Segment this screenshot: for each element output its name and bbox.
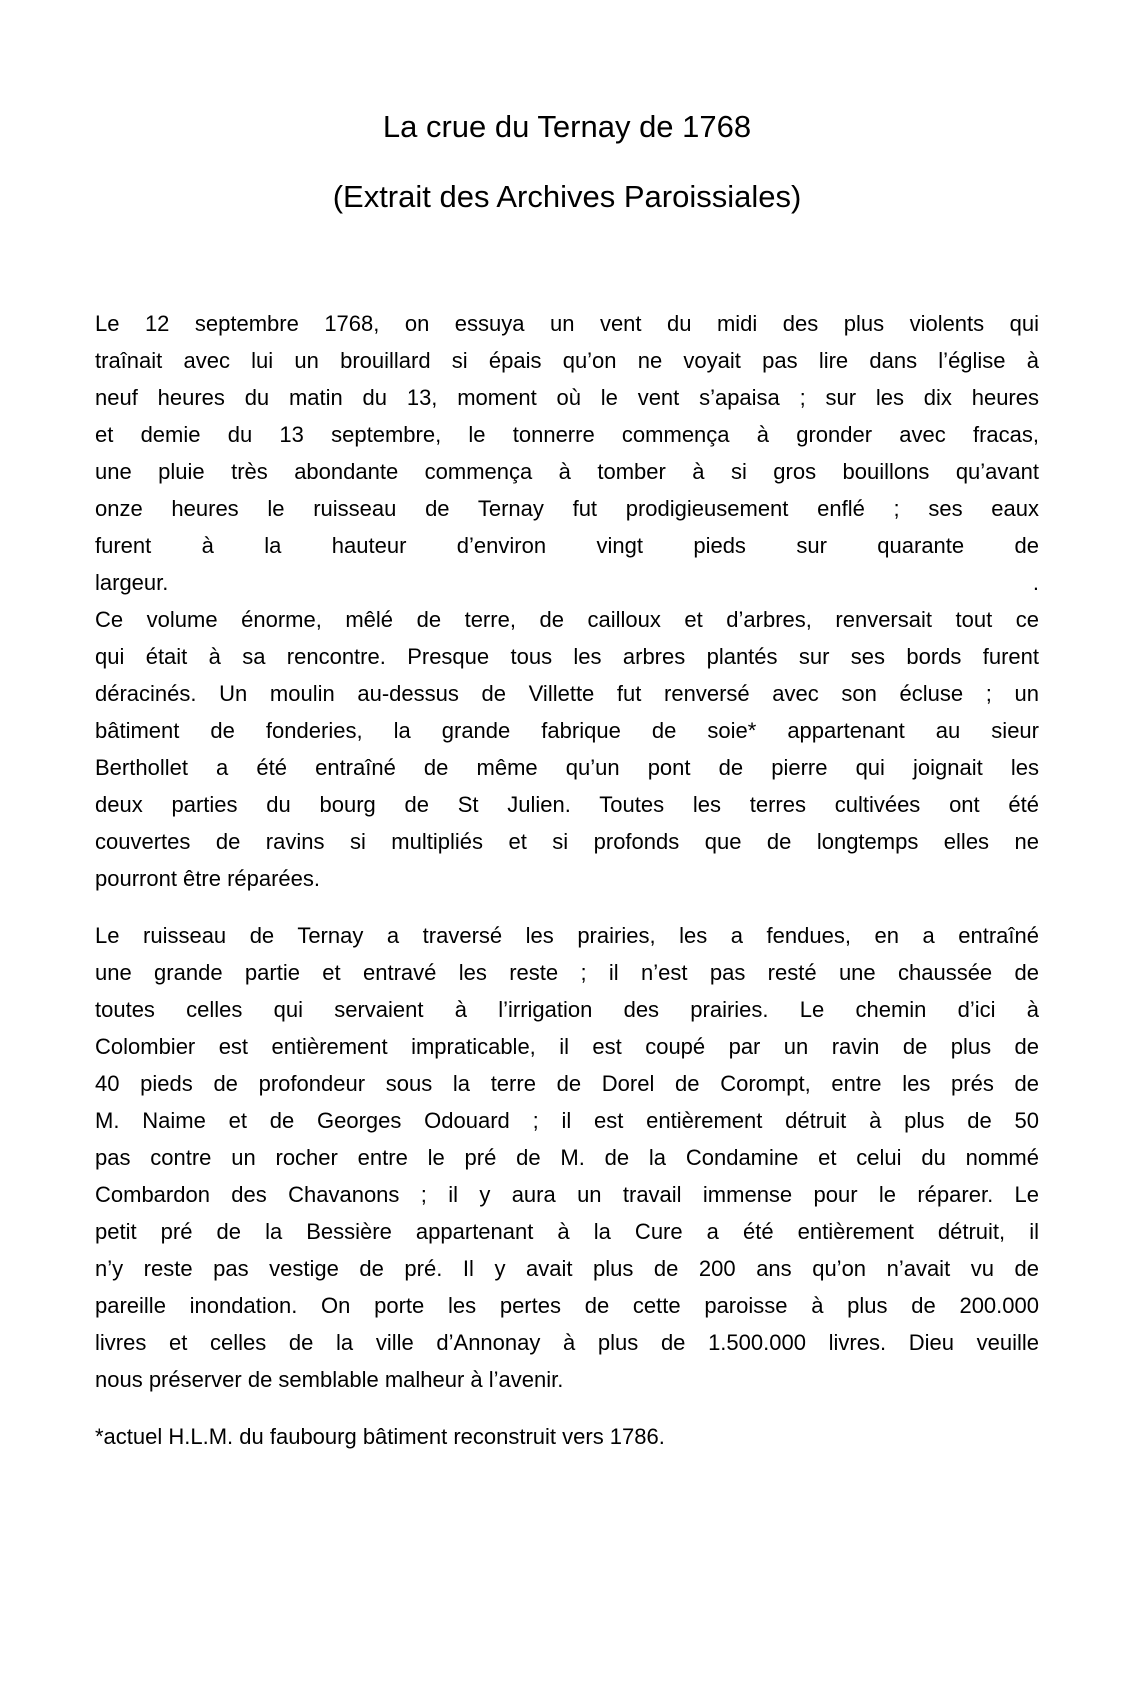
text-line: une pluie très abondante commença à tomber à si gros bouillons qu’avant (95, 459, 1039, 484)
text-line: neuf heures du matin du 13, moment où le vent s’apaisa ; sur les dix heures (95, 385, 1039, 410)
text-line: Berthollet a été entraîné de même qu’un pont de pierre qui joignait les (95, 755, 1039, 780)
paragraph-1 (95, 305, 1039, 601)
text-line: couvertes de ravins si multipliés et si profonds que de longtemps elles ne (95, 829, 1039, 854)
paragraph-3 (95, 917, 1039, 1398)
text-line: qui était à sa rencontre. Presque tous les arbres plantés sur ses bords furent (95, 644, 1039, 669)
text-line: n’y reste pas vestige de pré. Il y avait plus de 200 ans qu’on n’avait vu de (95, 1256, 1039, 1281)
text-line: onze heures le ruisseau de Ternay fut prodigieusement enflé ; ses eaux (95, 496, 1039, 521)
text-line: deux parties du bourg de St Julien. Toutes les terres cultivées ont été (95, 792, 1039, 817)
text-line: pourront être réparées. (95, 866, 321, 891)
text-line: M. Naime et de Georges Odouard ; il est entièrement détruit à plus de 50 (95, 1108, 1039, 1133)
text-line: furent à la hauteur d’environ vingt pieds sur quarante de (95, 533, 1039, 558)
text-line: *actuel H.L.M. du faubourg bâtiment reconstruit vers 1786. (95, 1424, 665, 1449)
text-line: et demie du 13 septembre, le tonnerre commença à gronder avec fracas, (95, 422, 1039, 447)
document-title: La crue du Ternay de 1768 (382, 109, 752, 144)
text-line: Le 12 septembre 1768, on essuya un vent du midi des plus violents qui (95, 311, 1039, 336)
text-line: pareille inondation. On porte les pertes de cette paroisse à plus de 200.000 (95, 1293, 1039, 1318)
text-line-left: largeur. (95, 570, 169, 595)
footnote (95, 1418, 1039, 1455)
text-line: une grande partie et entravé les reste ; il n’est pas resté une chaussée de (95, 960, 1039, 985)
text-line: toutes celles qui servaient à l’irrigation des prairies. Le chemin d’ici à (95, 997, 1039, 1022)
text-line: Ce volume énorme, mêlé de terre, de cailloux et d’arbres, renversait tout ce (95, 607, 1039, 632)
text-line: Combardon des Chavanons ; il y aura un travail immense pour le réparer. Le (95, 1182, 1039, 1207)
text-line: petit pré de la Bessière appartenant à la Cure a été entièrement détruit, il (95, 1219, 1039, 1244)
text-line: déracinés. Un moulin au-dessus de Villette fut renversé avec son écluse ; un (95, 681, 1039, 706)
text-line: pas contre un rocher entre le pré de M. de la Condamine et celui du nommé (95, 1145, 1039, 1170)
document-page (0, 104, 1134, 1455)
text-line: nous préserver de semblable malheur à l’avenir. (95, 1367, 564, 1392)
stray-period: . (1032, 570, 1039, 595)
text-line (95, 564, 1039, 601)
document-subtitle: (Extrait des Archives Paroissiales) (332, 179, 802, 214)
text-line: livres et celles de la ville d’Annonay à plus de 1.500.000 livres. Dieu veuille (95, 1330, 1039, 1355)
text-line: Le ruisseau de Ternay a traversé les prairies, les a fendues, en a entraîné (95, 923, 1039, 948)
text-line: 40 pieds de profondeur sous la terre de Dorel de Corompt, entre les prés de (95, 1071, 1039, 1096)
paragraph-2 (95, 601, 1039, 897)
text-line: traînait avec lui un brouillard si épais qu’on ne voyait pas lire dans l’église à (95, 348, 1039, 373)
body-paragraphs (95, 305, 1039, 1455)
text-line: bâtiment de fonderies, la grande fabrique de soie* appartenant au sieur (95, 718, 1039, 743)
text-line: Colombier est entièrement impraticable, il est coupé par un ravin de plus de (95, 1034, 1039, 1059)
